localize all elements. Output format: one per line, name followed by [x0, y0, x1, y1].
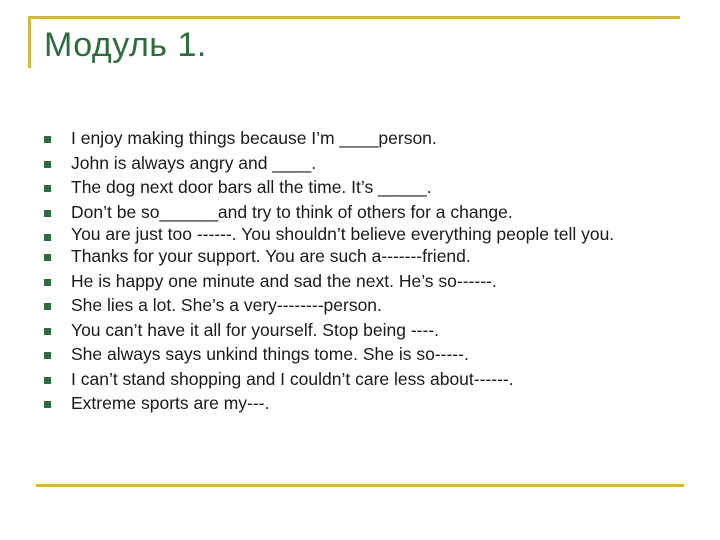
list-item [44, 344, 684, 365]
top-rule [28, 16, 680, 19]
square-bullet-icon [44, 328, 51, 335]
square-bullet-icon [44, 303, 51, 310]
list-item [44, 226, 684, 243]
list-item [44, 393, 684, 414]
bottom-rule [36, 484, 684, 487]
list-item-text: She lies a lot. She’s a very--------person. [71, 295, 382, 315]
exercise-list [44, 128, 684, 418]
list-item [44, 246, 684, 267]
square-bullet-icon [44, 377, 51, 384]
list-item-text: He is happy one minute and sad the next. He’s so------. [71, 270, 497, 291]
square-bullet-icon [44, 401, 51, 408]
list-item-text: John is always angry and ____. [71, 152, 317, 173]
square-bullet-icon [44, 136, 51, 143]
square-bullet-icon [44, 352, 51, 359]
left-rule [28, 16, 31, 68]
square-bullet-icon [44, 185, 51, 192]
square-bullet-icon [44, 254, 51, 261]
list-item-text: Don’t be so______and try to think of others for a change. [71, 201, 513, 222]
list-item-text: The dog next door bars all the time. It’s _____. [71, 177, 432, 197]
list-item-text: Thanks for your support. You are such a-------friend. [71, 246, 471, 266]
list-item [44, 202, 684, 223]
list-item-text: I enjoy making things because I’m ____person. [71, 128, 437, 148]
list-item [44, 153, 684, 174]
list-item-text: You can’t have it all for yourself. Stop being ----. [71, 319, 440, 340]
list-item-text: I can’t stand shopping and I couldn’t care less about------. [71, 368, 514, 389]
square-bullet-icon [44, 210, 51, 217]
list-item [44, 177, 684, 198]
list-item [44, 271, 684, 292]
list-item [44, 128, 684, 149]
list-item [44, 295, 684, 316]
list-item [44, 320, 684, 341]
square-bullet-icon [44, 161, 51, 168]
list-item-text: Extreme sports are my---. [71, 393, 270, 413]
slide-title: Модуль 1. [44, 26, 207, 64]
list-item-text: You are just too ------. You shouldn’t believe everything people tell you. [71, 224, 615, 244]
list-item-text: She always says unkind things tome. She is so-----. [71, 344, 469, 364]
list-item [44, 369, 684, 390]
square-bullet-icon [44, 234, 51, 241]
square-bullet-icon [44, 279, 51, 286]
